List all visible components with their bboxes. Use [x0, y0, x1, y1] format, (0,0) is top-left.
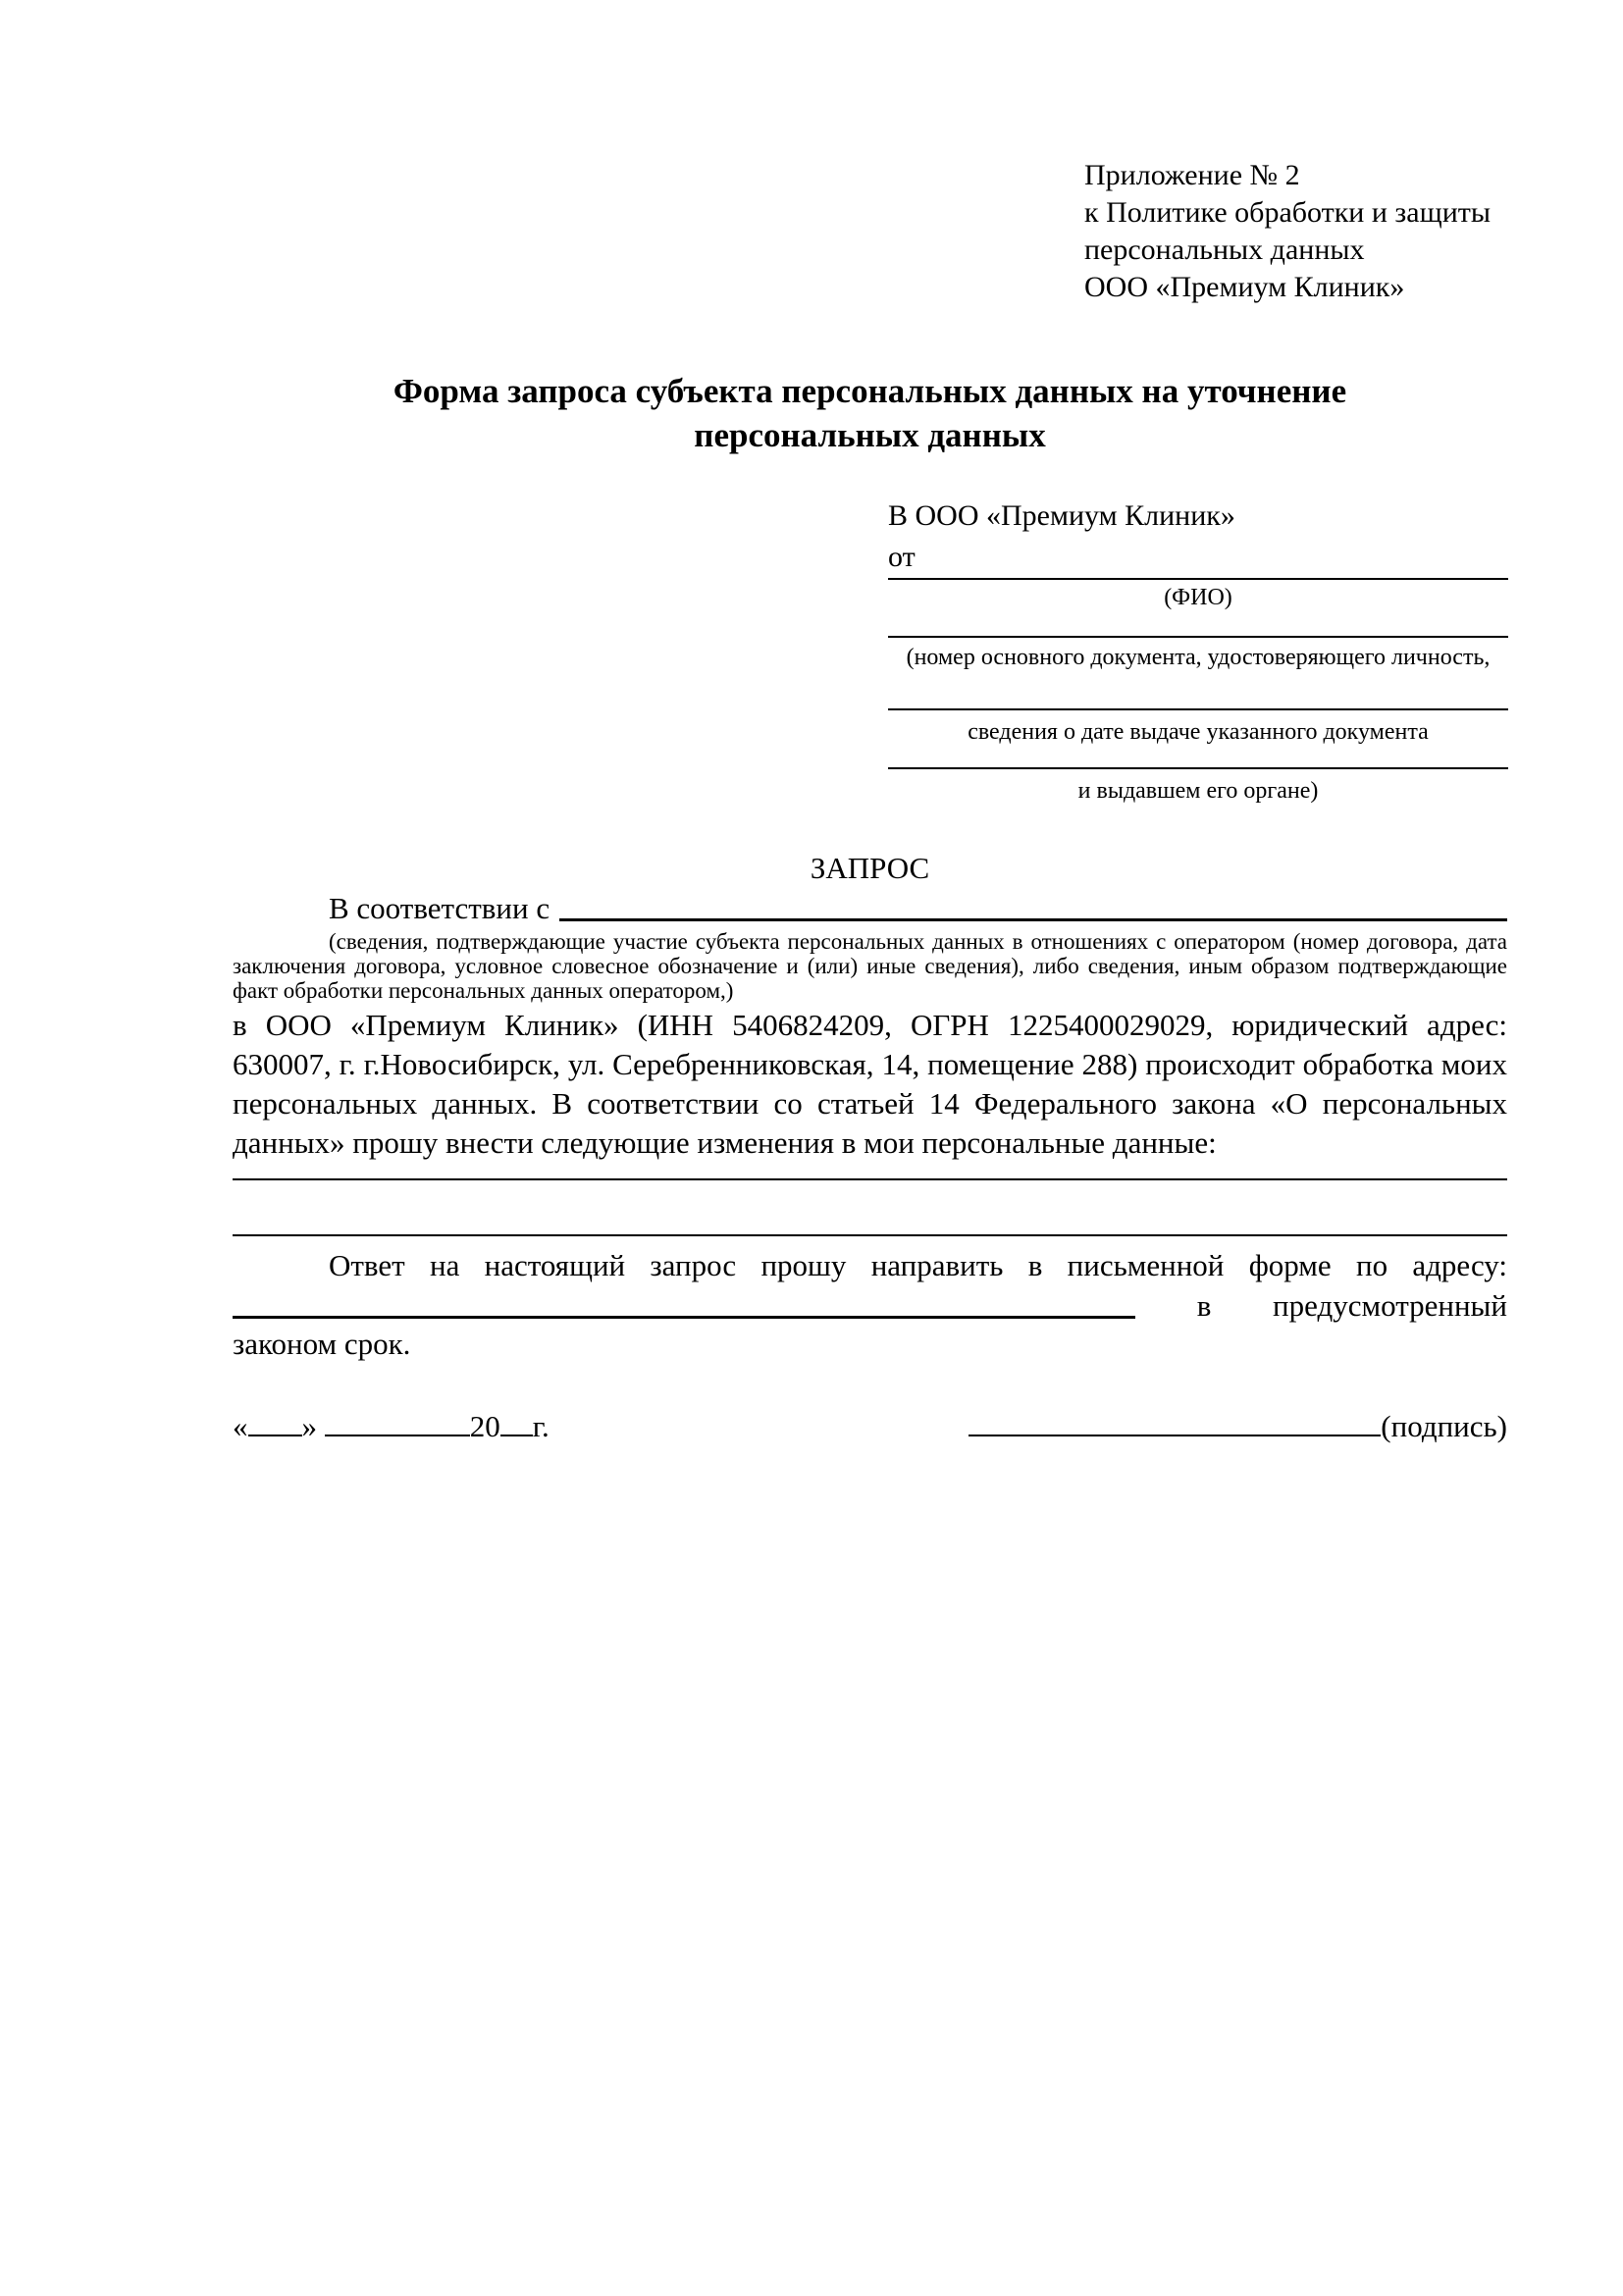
date-field — [233, 1407, 550, 1446]
month-blank-line — [325, 1435, 470, 1436]
doc-caption-2: сведения о дате выдаче указанного документа — [968, 719, 1429, 745]
appendix-line: к Политике обработки и защиты — [1084, 196, 1492, 229]
day-blank-line — [248, 1435, 302, 1436]
year-suffix: г. — [532, 1409, 550, 1443]
doc-caption-3: и выдавшем его органе) — [1077, 778, 1319, 804]
changes-blank-line-1 — [233, 1163, 1507, 1180]
reply-paragraph-line2 — [233, 1285, 1507, 1325]
form-title — [233, 369, 1507, 457]
reply-word-predusmotrenny: предусмотренный — [1273, 1288, 1507, 1323]
note-paragraph: (сведения, подтверждающие участие субъекта персональных данных в отношениях с оператором (номер договора, дата заключения договора, условное словесное обозначение и (или) иные сведения), либо сведения, иным образом подтверждающие факт обработки персональных данных оператором,) — [233, 929, 1507, 1003]
appendix-line: ООО «Премиум Клиник» — [1084, 271, 1405, 303]
signature-field — [969, 1407, 1507, 1446]
year-blank-line — [500, 1435, 533, 1436]
fio-blank-line — [888, 578, 1508, 580]
reply-word-v: в — [1196, 1288, 1212, 1323]
doc-blank-line-3 — [888, 746, 1508, 769]
footer-row — [233, 1407, 1507, 1446]
quote-close: » — [301, 1409, 317, 1443]
appendix-block — [1084, 157, 1507, 306]
addressee-to: В ООО «Премиум Клиник» — [888, 499, 1235, 532]
body-paragraph: в ООО «Премиум Клиник» (ИНН 5406824209, ОГРН 1225400029029, юридический адрес: 630007, г. г.Новосибирск, ул. Серебренниковская, 14, помещение 288) происходит обработка моих персональных данных. В соответствии со статьей 14 Федерального закона «О персональных данных» прошу внести следующие изменения в мои персональные данные: — [233, 1008, 1507, 1160]
changes-blank-line-2 — [233, 1180, 1507, 1236]
form-title-line: Форма запроса субъекта персональных данных на уточнение — [393, 372, 1347, 410]
reply-paragraph-line1: Ответ на настоящий запрос прошу направить в письменной форме по адресу: — [329, 1248, 1507, 1282]
intro-blank-line — [559, 918, 1507, 921]
addressee-from: от — [888, 541, 916, 573]
address-blank-line — [233, 1316, 1135, 1319]
doc-caption-1: (номер основного документа, удостоверяющего личность, — [906, 645, 1491, 670]
intro-row — [233, 888, 1507, 927]
doc-blank-line-1 — [888, 611, 1508, 638]
appendix-line: Приложение № 2 — [1084, 159, 1300, 191]
form-title-line: персональных данных — [694, 416, 1046, 454]
fio-caption: (ФИО) — [1164, 585, 1232, 610]
addressee-block — [888, 496, 1508, 805]
quote-open: « — [233, 1409, 248, 1443]
year-prefix: 20 — [469, 1409, 500, 1443]
intro-label: В соответствии с — [329, 891, 550, 925]
request-heading: ЗАПРОС — [810, 851, 930, 885]
signature-caption: (подпись) — [1381, 1409, 1507, 1443]
appendix-line: персональных данных — [1084, 234, 1365, 266]
reply-paragraph-line3: законом срок. — [233, 1327, 411, 1361]
doc-blank-line-2 — [888, 671, 1508, 710]
signature-blank-line — [969, 1435, 1381, 1436]
